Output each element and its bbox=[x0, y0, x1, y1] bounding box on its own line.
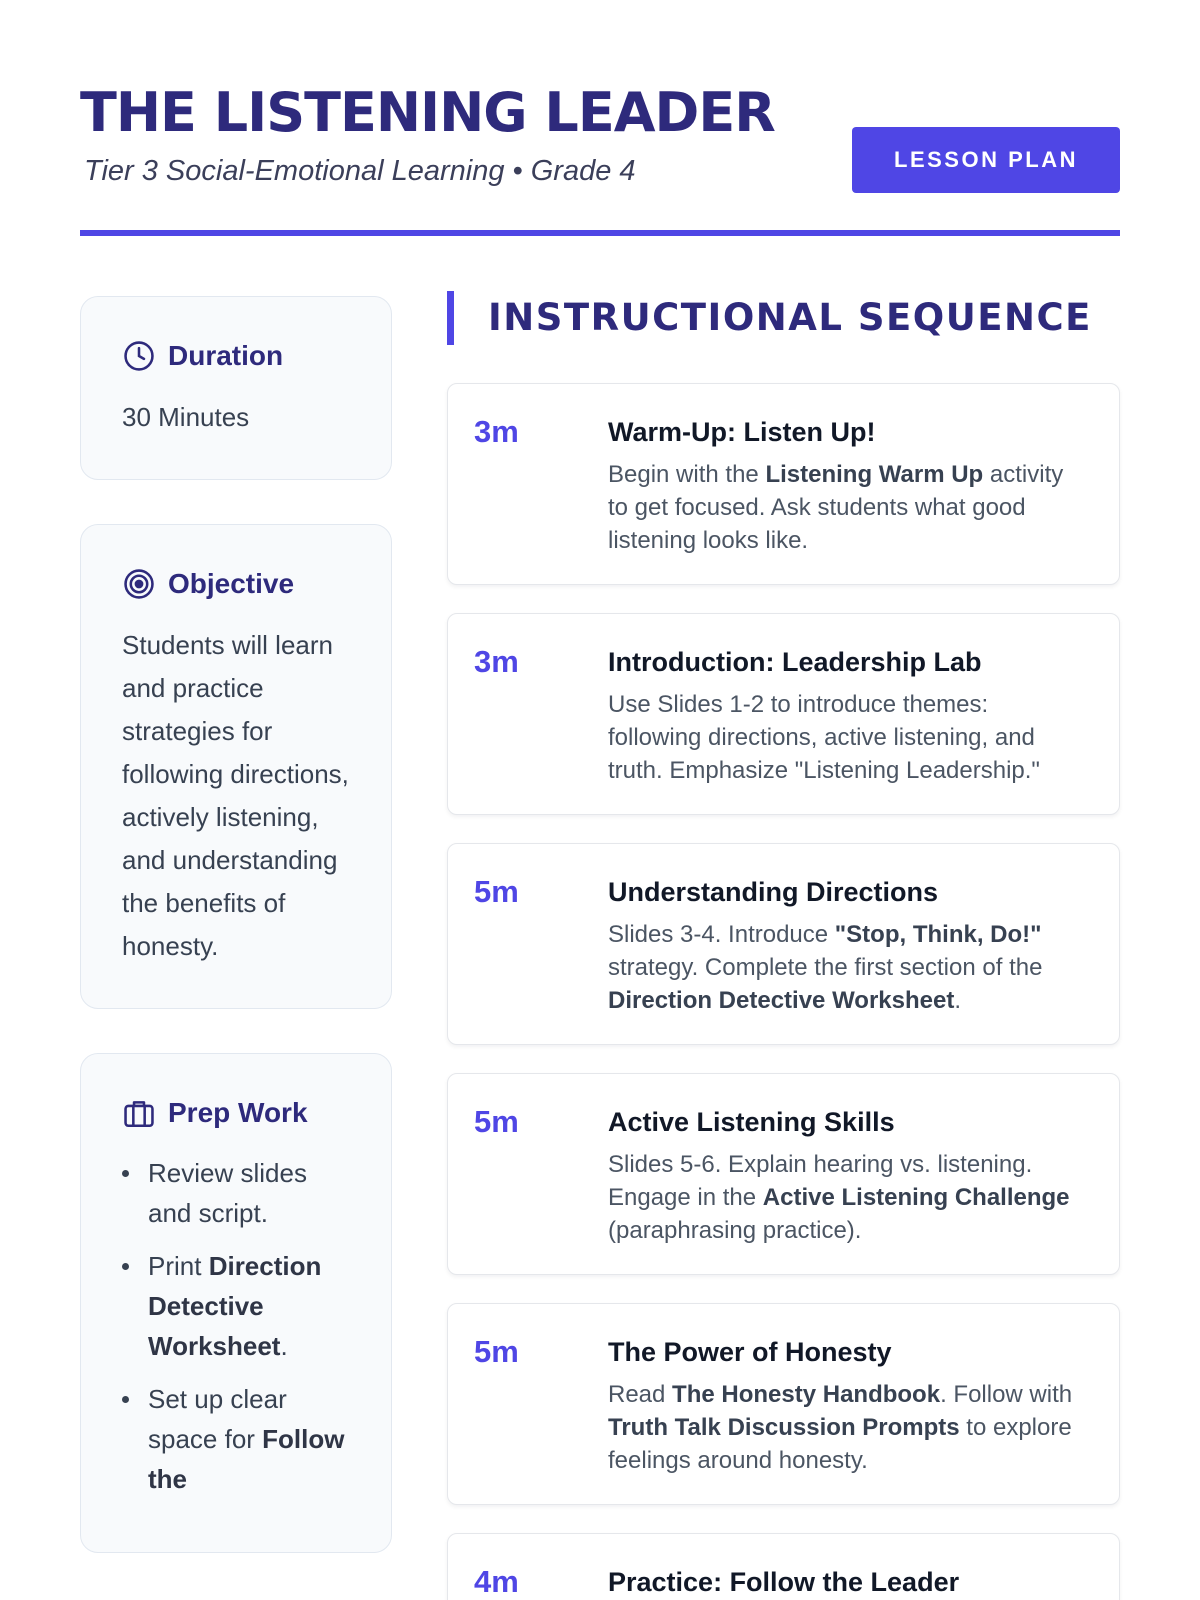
step-description-bold: Truth Talk Discussion Prompts bbox=[608, 1414, 960, 1441]
duration-value: 30 Minutes bbox=[122, 402, 250, 432]
target-icon bbox=[122, 567, 156, 601]
step-title: The Power of Honesty bbox=[608, 1337, 892, 1367]
duration-card bbox=[80, 296, 392, 480]
step-duration: 3m bbox=[474, 414, 519, 449]
step-list bbox=[447, 383, 1120, 1600]
step-description bbox=[608, 688, 1088, 787]
objective-title: Objective bbox=[168, 568, 295, 599]
step-body bbox=[608, 1332, 1088, 1477]
step-title: Understanding Directions bbox=[608, 877, 939, 907]
step-description-text: Slides 3-4. Introduce bbox=[608, 921, 835, 948]
step-description-bold: Active Listening Challenge bbox=[762, 1184, 1070, 1211]
prep-item bbox=[122, 1246, 351, 1366]
lesson-plan-badge: LESSON PLAN bbox=[852, 127, 1120, 193]
step-duration: 4m bbox=[474, 1564, 519, 1599]
prep-work-list bbox=[122, 1153, 351, 1499]
briefcase-icon bbox=[122, 1096, 156, 1130]
step-description-bold: The Honesty Handbook bbox=[672, 1381, 941, 1408]
step-card bbox=[447, 1073, 1120, 1275]
step-card bbox=[447, 613, 1120, 815]
prep-work-card-header bbox=[122, 1094, 351, 1132]
section-title: INSTRUCTIONAL SEQUENCE bbox=[488, 296, 1092, 339]
step-description-text: . Follow with bbox=[940, 1381, 1073, 1408]
step-body bbox=[608, 642, 1088, 787]
step-description-text: . bbox=[954, 987, 962, 1014]
header bbox=[80, 80, 1120, 236]
step-title: Warm-Up: Listen Up! bbox=[608, 417, 876, 447]
step-card bbox=[447, 1303, 1120, 1505]
objective-text: Students will learn and practice strategies for following directions, actively listening, and understanding the benefits of honesty. bbox=[122, 630, 349, 961]
step-description-text: Read bbox=[608, 1381, 673, 1408]
step-body bbox=[608, 412, 1088, 557]
step-card bbox=[447, 1533, 1120, 1600]
step-description-text: (paraphrasing practice). bbox=[608, 1217, 862, 1244]
prep-work-card bbox=[80, 1053, 392, 1553]
objective-card-header bbox=[122, 565, 351, 603]
prep-item-bold: Direction Detective Worksheet bbox=[148, 1251, 322, 1361]
step-description bbox=[608, 458, 1088, 557]
page-title: THE LISTENING LEADER bbox=[80, 81, 775, 144]
step-description-text: strategy. Complete the first section of the bbox=[608, 954, 1043, 981]
step-description-bold: Listening Warm Up bbox=[765, 461, 984, 488]
prep-item-text: Review slides and script. bbox=[148, 1158, 307, 1228]
step-description-bold: "Stop, Think, Do!" bbox=[834, 921, 1042, 948]
duration-card-header bbox=[122, 337, 351, 375]
step-title: Introduction: Leadership Lab bbox=[608, 647, 982, 677]
instructional-sequence bbox=[447, 291, 1120, 1600]
step-body bbox=[608, 872, 1088, 1017]
step-description bbox=[608, 1378, 1088, 1477]
sidebar bbox=[80, 296, 392, 1597]
step-card bbox=[447, 843, 1120, 1045]
section-header bbox=[447, 291, 1120, 345]
page-subtitle: Tier 3 Social-Emotional Learning • Grade 4 bbox=[84, 155, 636, 187]
duration-title: Duration bbox=[168, 340, 284, 371]
step-description bbox=[608, 1148, 1088, 1247]
objective-card bbox=[80, 524, 392, 1009]
step-title: Active Listening Skills bbox=[608, 1107, 895, 1137]
prep-item bbox=[122, 1379, 351, 1499]
step-description-bold: Direction Detective Worksheet bbox=[608, 987, 955, 1014]
step-duration: 5m bbox=[474, 1104, 519, 1139]
step-body bbox=[608, 1102, 1088, 1247]
step-duration: 3m bbox=[474, 644, 519, 679]
prep-item-text: . bbox=[280, 1331, 288, 1361]
step-title: Practice: Follow the Leader bbox=[608, 1567, 960, 1597]
clock-icon bbox=[122, 339, 156, 373]
step-description-text: to explore feelings around honesty. bbox=[608, 1414, 1072, 1474]
step-duration: 5m bbox=[474, 1334, 519, 1369]
prep-item-bold: Follow the bbox=[148, 1424, 345, 1494]
step-duration: 5m bbox=[474, 874, 519, 909]
prep-work-title: Prep Work bbox=[168, 1097, 308, 1128]
prep-item-text: Set up clear space for bbox=[148, 1384, 287, 1454]
prep-item bbox=[122, 1153, 351, 1233]
step-description-text: Use Slides 1-2 to introduce themes: following directions, active listening, and truth. Emphasize "Listening Leadership." bbox=[608, 691, 1040, 784]
step-description-text: activity to get focused. Ask students what good listening looks like. bbox=[608, 461, 1064, 554]
step-card bbox=[447, 383, 1120, 585]
prep-item-text: Print bbox=[148, 1251, 209, 1281]
step-description-text: Begin with the bbox=[608, 461, 766, 488]
step-description-text: Slides 5-6. Explain hearing vs. listening. Engage in the bbox=[608, 1151, 1033, 1211]
step-description bbox=[608, 918, 1088, 1017]
step-body bbox=[608, 1562, 1088, 1600]
